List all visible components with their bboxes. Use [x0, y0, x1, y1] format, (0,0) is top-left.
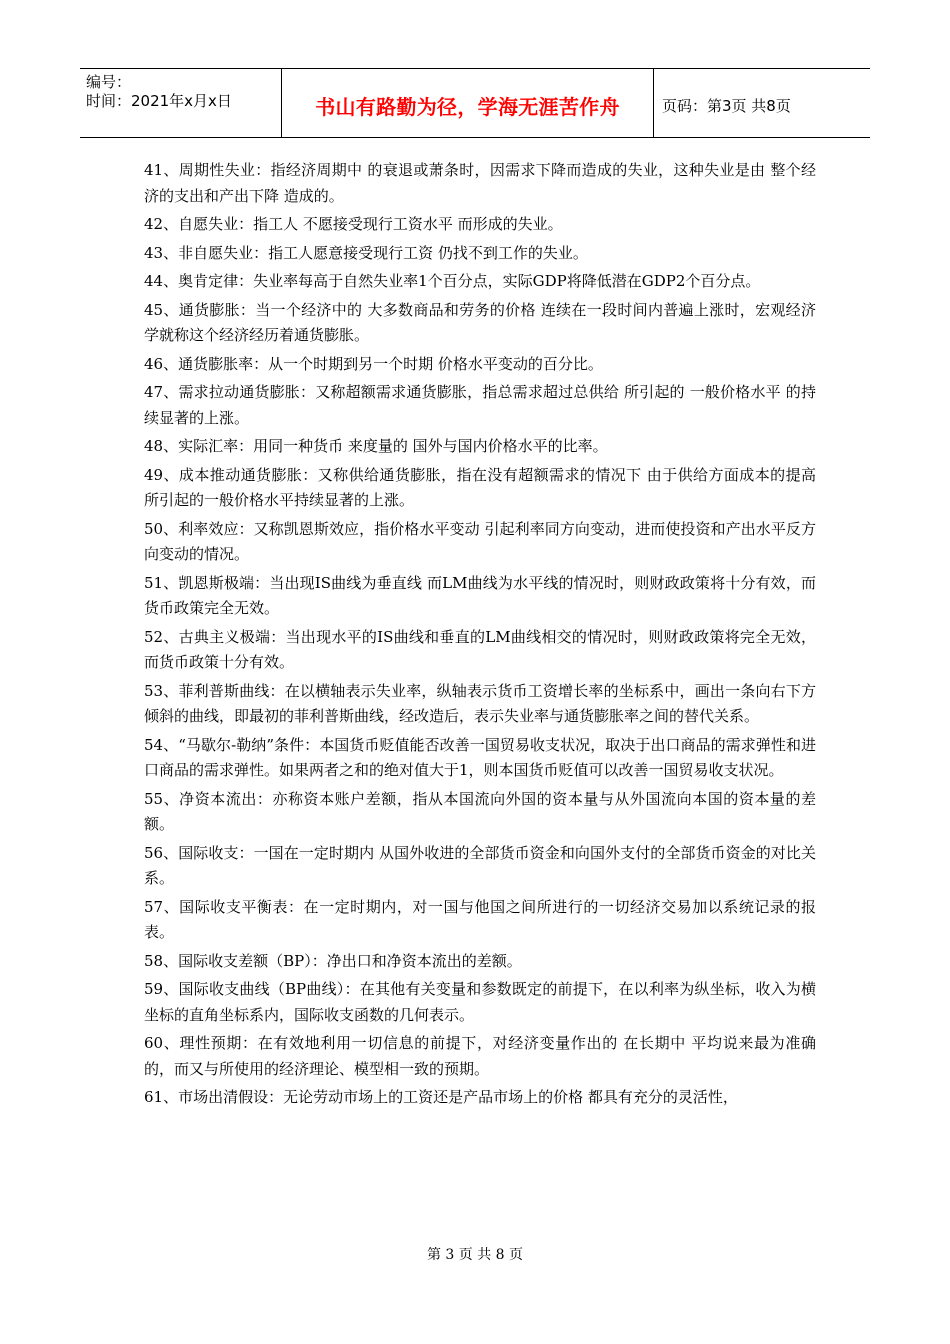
entry-50: 50、利率效应：又称凯恩斯效应，指价格水平变动 引起利率同方向变动，进而使投资和产出水平反方向变动的情况。 [144, 519, 816, 563]
entry-55: 55、净资本流出：亦称资本账户差额，指从本国流向外国的资本量与从外国流向本国的资本量的差额。 [144, 789, 816, 833]
header-page-cell [654, 69, 870, 137]
page-footer: 第 3 页 共 8 页 [426, 1247, 524, 1263]
header-motto-cell [282, 69, 654, 137]
entry-60: 60、理性预期：在有效地利用一切信息的前提下，对经济变量作出的 在长期中 平均说来最为准确的，而又与所使用的经济理论、模型相一致的预期。 [144, 1034, 816, 1078]
page-label: 页码：第3页 共8页 [662, 96, 791, 115]
entry-44: 44、奥肯定律：失业率每高于自然失业率1个百分点，实际GDP将降低潜在GDP2个百分点。 [144, 272, 761, 290]
entry-61: 61、市场出清假设：无论劳动市场上的工资还是产品市场上的价格 都具有充分的灵活性， [144, 1088, 738, 1106]
entry-42: 42、自愿失业：指工人 不愿接受现行工资水平 而形成的失业。 [144, 215, 563, 233]
entry-49: 49、成本推动通货膨胀：又称供给通货膨胀，指在没有超额需求的情况下 由于供给方面成本的提高 所引起的一般价格水平持续显著的上涨。 [144, 465, 816, 509]
entry-52: 52、古典主义极端：当出现水平的IS曲线和垂直的LM曲线相交的情况时，则财政政策将完全无效，而货币政策十分有效。 [144, 627, 816, 671]
time-label: 时间：2021年x月x日 [86, 92, 232, 110]
entry-51: 51、凯恩斯极端：当出现IS曲线为垂直线 而LM曲线为水平线的情况时，则财政政策将十分有效，而货币政策完全无效。 [144, 573, 816, 617]
entry-54: 54、“马歇尔-勒纳”条件：本国货币贬值能否改善一国贸易收支状况，取决于出口商品的需求弹性和进口商品的需求弹性。如果两者之和的绝对值大于1，则本国货币贬值可以改善一国贸易收支状况。 [144, 735, 816, 779]
entry-45: 45、通货膨胀：当一个经济中的 大多数商品和劳务的价格 连续在一段时间内普遍上涨时，宏观经济学就称这个经济经历着通货膨胀。 [144, 300, 816, 344]
entry-43: 43、非自愿失业：指工人愿意接受现行工资 仍找不到工作的失业。 [144, 243, 588, 262]
number-label: 编号： [86, 73, 132, 91]
entry-58: 58、国际收支差额（BP）：净出口和净资本流出的差额。 [144, 951, 522, 970]
entry-59: 59、国际收支曲线（BP曲线）：在其他有关变量和参数既定的前提下，在以利率为纵坐标，收入为横坐标的直角坐标系内，国际收支函数的几何表示。 [144, 980, 816, 1024]
header-meta [80, 69, 282, 137]
entry-41: 41、周期性失业：指经济周期中 的衰退或萧条时，因需求下降而造成的失业，这种失业是由 整个经济的支出和产出下降 造成的。 [144, 161, 816, 205]
entry-46: 46、通货膨胀率：从一个时期到另一个时期 价格水平变动的百分比。 [144, 354, 603, 373]
entry-56: 56、国际收支：一国在一定时期内 从国外收进的全部货币资金和向国外支付的全部货币资金的对比关系。 [144, 843, 816, 887]
entry-57: 57、国际收支平衡表：在一定时期内，对一国与他国之间所进行的一切经济交易加以系统记录的报表。 [144, 897, 816, 941]
entry-48: 48、实际汇率：用同一种货币 来度量的 国外与国内价格水平的比率。 [144, 437, 608, 455]
motto-text: 书山有路勤为径，学海无涯苦作舟 [315, 94, 620, 119]
entry-53: 53、菲利普斯曲线：在以横轴表示失业率，纵轴表示货币工资增长率的坐标系中，画出一条向右下方倾斜的曲线，即最初的菲利普斯曲线，经改造后，表示失业率与通货膨胀率之间的替代关系。 [144, 681, 816, 725]
page-header [80, 68, 870, 138]
entry-47: 47、需求拉动通货膨胀：又称超额需求通货膨胀，指总需求超过总供给 所引起的 一般价格水平 的持续显著的上涨。 [144, 383, 816, 427]
document-body [144, 158, 816, 1114]
